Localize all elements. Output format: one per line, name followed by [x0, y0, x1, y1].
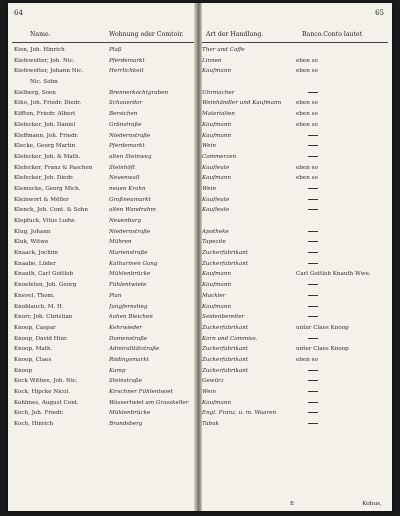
right-row	[200, 355, 392, 366]
entry-banco: eben so	[296, 175, 318, 182]
entry-trade: Weinhändler und Kaufmann	[202, 100, 282, 107]
entry-name: Knoop	[14, 367, 33, 374]
right-row	[200, 45, 392, 56]
left-rows	[8, 45, 196, 430]
entry-trade: Kaufmann	[202, 303, 232, 310]
left-row	[8, 366, 196, 377]
right-row	[200, 408, 392, 419]
entry-banco	[296, 141, 386, 152]
entry-name: Klopfuck, Vitus Ludw.	[14, 218, 76, 224]
ditto-dash	[308, 295, 318, 296]
entry-street: Plan	[109, 292, 122, 299]
left-page	[8, 3, 196, 511]
entry-street: Mühlenbrücke	[109, 410, 151, 417]
left-row	[8, 344, 196, 355]
left-row	[8, 419, 196, 430]
entry-name: Klug, Johann	[14, 228, 51, 235]
left-row	[8, 312, 196, 323]
entry-name: Kleffmann, Joh. Friedr.	[14, 132, 79, 139]
entry-name: Knoefelen, Joh. Georg	[14, 282, 77, 289]
entry-banco	[296, 152, 386, 163]
left-row	[8, 195, 196, 206]
right-row	[200, 291, 392, 302]
left-row	[8, 302, 196, 313]
entry-trade: Ther und Caffe	[202, 47, 245, 53]
entry-banco	[296, 248, 386, 259]
entry-name: Klefecker, Joh. Daniel	[14, 121, 76, 128]
entry-banco	[296, 419, 386, 430]
entry-trade: Zuckerfabrikant	[202, 260, 249, 267]
entry-street: Fühlentwiete	[109, 282, 147, 289]
entry-banco	[296, 280, 386, 291]
ditto-dash	[308, 263, 318, 264]
left-row	[8, 355, 196, 366]
book-spread	[8, 3, 392, 511]
right-row	[200, 312, 392, 323]
entry-banco: Carl Gottlob Knauth Wwe.	[296, 271, 371, 278]
entry-banco: eben so	[296, 57, 318, 64]
ditto-dash	[308, 209, 318, 210]
entry-street: Neuenburg	[109, 218, 142, 224]
left-row	[8, 152, 196, 163]
entry-name: Knorr, Joh. Christian	[14, 314, 73, 321]
entry-trade: Korn und Commiss.	[202, 335, 258, 342]
entry-trade: Zuckerfabrikant	[202, 356, 249, 363]
right-header-rule	[202, 42, 388, 43]
entry-banco	[296, 88, 386, 99]
entry-name: Klefecker, Joh. Diedr.	[14, 175, 74, 182]
right-rows	[200, 45, 392, 430]
left-header-rule	[12, 42, 194, 43]
entry-banco	[296, 334, 386, 345]
right-row	[200, 398, 392, 409]
entry-name: Knoop, David Hinr.	[14, 335, 68, 342]
right-row	[200, 366, 392, 377]
entry-street: Plaß	[109, 47, 122, 53]
entry-banco: unter Claes Knoop	[296, 324, 349, 331]
entry-banco	[296, 302, 386, 313]
entry-banco	[296, 237, 386, 248]
left-row	[8, 66, 196, 77]
entry-name: Kock, Hipcke Nicol.	[14, 389, 71, 395]
left-row	[8, 120, 196, 131]
ditto-dash	[308, 252, 318, 253]
entry-trade: Engl. Franz. u. m. Waaren	[202, 410, 277, 417]
entry-trade: Gewürz	[202, 378, 224, 385]
left-row	[8, 280, 196, 291]
ditto-dash	[308, 316, 318, 317]
right-row	[200, 376, 392, 387]
left-row	[8, 131, 196, 142]
entry-street: Niedernstraße	[109, 132, 151, 139]
entry-name: Nic. Sohn	[30, 79, 58, 86]
ditto-dash	[308, 338, 318, 339]
left-row	[8, 227, 196, 238]
right-row	[200, 56, 392, 67]
entry-street: Kirschner Fühlentwiet	[109, 389, 173, 395]
entry-street: neuen Krahn	[109, 185, 146, 192]
entry-street: Admiralitätstraße	[109, 346, 160, 353]
entry-banco	[296, 227, 386, 238]
right-row	[200, 216, 392, 227]
entry-trade: Wein	[202, 143, 216, 150]
ditto-dash	[308, 241, 318, 242]
ditto-dash	[308, 391, 318, 392]
entry-banco	[296, 312, 386, 323]
right-row	[200, 163, 392, 174]
entry-name: Knevel, Thom.	[14, 292, 55, 299]
entry-name: Kiffton, Friedr. Albert	[14, 111, 76, 118]
ditto-dash	[308, 306, 318, 307]
entry-name: Kleinwort & Möller	[14, 196, 69, 203]
entry-street: Kehrwieder	[109, 324, 143, 331]
right-row	[200, 205, 392, 216]
entry-trade: Kaufmann	[202, 132, 232, 139]
ditto-dash	[308, 370, 318, 371]
left-row	[8, 291, 196, 302]
entry-trade: Kaufmann	[202, 121, 232, 128]
entry-trade: Zuckerfabrikant	[202, 324, 249, 331]
entry-banco: eben so	[296, 121, 318, 128]
entry-banco: unter Claes Knoop	[296, 346, 349, 353]
entry-street: hohen Bleichen	[109, 314, 153, 321]
right-row	[200, 152, 392, 163]
entry-street: alten Wandrahm	[109, 207, 156, 214]
ditto-dash	[308, 284, 318, 285]
entry-street: alten Steinweg	[109, 153, 152, 160]
header-name: Name.	[30, 31, 51, 38]
right-page	[200, 3, 392, 511]
left-page-number: 64	[14, 9, 23, 17]
entry-name: Kiefewetter, Johann Nic.	[14, 68, 84, 75]
entry-street: Katharinen Gang	[109, 260, 158, 267]
entry-street: Jungfernstieg	[109, 303, 148, 310]
entry-street: Steinhöft	[109, 164, 136, 171]
right-row	[200, 334, 392, 345]
entry-name: Kiefewetter, Joh. Nic.	[14, 57, 75, 64]
entry-name: Kluk, Witwe	[14, 239, 49, 246]
left-row	[8, 163, 196, 174]
entry-street: Marienstraße	[109, 250, 148, 257]
right-row	[200, 302, 392, 313]
left-row	[8, 88, 196, 99]
left-row	[8, 398, 196, 409]
entry-banco: eben so	[296, 68, 318, 75]
left-row	[8, 141, 196, 152]
entry-name: Kien, Joh. Hinrich	[14, 47, 65, 53]
left-row	[8, 184, 196, 195]
right-row	[200, 131, 392, 142]
header-trade: Art der Handlung.	[206, 31, 264, 38]
entry-trade: Wein	[202, 185, 216, 192]
entry-banco	[296, 131, 386, 142]
left-row	[8, 323, 196, 334]
entry-banco	[296, 408, 386, 419]
right-row	[200, 259, 392, 270]
left-row	[8, 334, 196, 345]
ditto-dash	[308, 412, 318, 413]
left-row	[8, 269, 196, 280]
entry-street: Domenstraße	[109, 335, 148, 342]
entry-name: Kiho, Joh. Friedr. Diedr.	[14, 100, 82, 107]
entry-name: Klefecker, Joh. & Math.	[14, 153, 81, 160]
entry-trade: Wein	[202, 389, 216, 395]
entry-street: Grünstraße	[109, 121, 142, 128]
entry-street: Großneumarkt	[109, 196, 151, 203]
left-row	[8, 205, 196, 216]
entry-name: Klemecke, Georg Mich.	[14, 185, 81, 192]
right-row	[200, 173, 392, 184]
ditto-dash	[308, 135, 318, 136]
entry-banco	[296, 398, 386, 409]
entry-street: Bersichen	[109, 111, 138, 118]
entry-trade: Kaufleute	[202, 164, 230, 171]
entry-trade: Tabak	[202, 421, 219, 428]
entry-trade: Kaufmann	[202, 399, 232, 406]
entry-name: Klenck, Joh. Cont. & Sohn	[14, 207, 88, 214]
entry-trade: Seidenbereiter	[202, 314, 245, 321]
entry-trade: Kaufleute	[202, 207, 230, 214]
entry-trade: Kaufmann	[202, 175, 232, 182]
entry-street: Mühren	[109, 239, 132, 246]
entry-name: Kohlmes, August Cont.	[14, 399, 79, 406]
footer-catchword: Kobus,	[362, 501, 382, 507]
right-row	[200, 280, 392, 291]
right-row	[200, 109, 392, 120]
left-row	[8, 408, 196, 419]
ditto-dash	[308, 145, 318, 146]
footer-signature-mark: E	[290, 501, 295, 507]
entry-banco: eben so	[296, 356, 318, 363]
entry-name: Kielberg, Soen	[14, 89, 56, 96]
ditto-dash	[308, 231, 318, 232]
entry-trade: Mackler	[202, 292, 226, 299]
entry-name: Knauth, Carl Gottlob	[14, 271, 74, 278]
entry-street: Herrlichkeit	[109, 68, 144, 75]
left-row	[8, 56, 196, 67]
entry-banco: eben so	[296, 100, 318, 107]
right-row	[200, 88, 392, 99]
entry-banco: eben so	[296, 164, 318, 171]
left-row	[8, 248, 196, 259]
left-row	[8, 77, 196, 88]
entry-name: Knoop, Math.	[14, 346, 53, 353]
ditto-dash	[308, 380, 318, 381]
entry-name: Klefecker, Franz & Paschen	[14, 164, 93, 171]
entry-street: Schauerdor	[109, 100, 143, 107]
entry-name: Koch, Joh. Friedr.	[14, 410, 64, 417]
right-row	[200, 269, 392, 280]
ditto-dash	[308, 92, 318, 93]
right-row	[200, 323, 392, 334]
ditto-dash	[308, 156, 318, 157]
ditto-dash	[308, 423, 318, 424]
right-row	[200, 237, 392, 248]
header-banco: Banco.Conto lautet	[302, 31, 363, 38]
left-row	[8, 259, 196, 270]
entry-name: Knaabe, Lüder	[14, 260, 56, 267]
right-row	[200, 248, 392, 259]
left-row	[8, 237, 196, 248]
entry-banco	[296, 195, 386, 206]
right-row	[200, 120, 392, 131]
entry-street: Rödingsmarkt	[109, 356, 149, 363]
entry-name: Kock Wittwe, Joh. Nic.	[14, 378, 78, 385]
left-row	[8, 387, 196, 398]
entry-trade: Uhrmacher	[202, 89, 235, 96]
entry-street: Pferdemarkt	[109, 143, 145, 150]
entry-banco	[296, 259, 386, 270]
entry-street: Wassertwiet am Grasskeller	[109, 399, 189, 406]
entry-banco	[296, 291, 386, 302]
entry-trade: Zuckerfabrikant	[202, 346, 249, 353]
header-street: Wohnung oder Comtoir.	[109, 31, 184, 38]
entry-trade: Kaufleute	[202, 196, 230, 203]
right-page-number: 65	[375, 9, 384, 17]
left-row	[8, 216, 196, 227]
entry-street: Pferdemarkt	[109, 57, 145, 64]
right-row	[200, 141, 392, 152]
entry-trade: Commerzen	[202, 153, 237, 160]
entry-street: Neuenwall	[109, 175, 140, 182]
entry-name: Knoblauch, M. H.	[14, 303, 64, 310]
entry-trade: Tapezite	[202, 239, 226, 246]
right-row	[200, 387, 392, 398]
left-row	[8, 98, 196, 109]
entry-trade: Apotheke	[202, 228, 229, 235]
entry-banco	[296, 184, 386, 195]
entry-street: Brennerkochtgraben	[109, 89, 169, 96]
right-row	[200, 98, 392, 109]
entry-name: Klecke, Georg Martin	[14, 143, 76, 150]
right-row	[200, 419, 392, 430]
entry-street: Steinstraße	[109, 378, 142, 385]
entry-banco: eben so	[296, 111, 318, 118]
left-row	[8, 376, 196, 387]
left-row	[8, 173, 196, 184]
entry-trade: Linnen	[202, 57, 222, 64]
entry-trade: Materialien	[202, 111, 235, 118]
ditto-dash	[308, 199, 318, 200]
right-row	[200, 344, 392, 355]
entry-name: Knoop, Caspar	[14, 324, 56, 331]
entry-trade: Kaufmann	[202, 68, 232, 75]
right-row	[200, 66, 392, 77]
entry-name: Koch, Hinrich	[14, 421, 54, 428]
ditto-dash	[308, 402, 318, 403]
entry-banco	[296, 205, 386, 216]
entry-street: Mühlenbrücke	[109, 271, 151, 278]
entry-street: Brandsberg	[109, 421, 143, 428]
entry-trade: Kaufmann	[202, 271, 232, 278]
right-row	[200, 195, 392, 206]
entry-street: Kamp	[109, 367, 126, 374]
right-row	[200, 227, 392, 238]
entry-banco	[296, 376, 386, 387]
entry-trade: Kaufmann	[202, 282, 232, 289]
entry-trade: Zuckerfabrikant	[202, 250, 249, 257]
left-row	[8, 109, 196, 120]
entry-trade: Zuckerfabrikant	[202, 367, 249, 374]
right-row	[200, 184, 392, 195]
ditto-dash	[308, 188, 318, 189]
right-row	[200, 77, 392, 88]
entry-name: Knaack, Jochim	[14, 250, 58, 257]
entry-banco	[296, 366, 386, 377]
entry-banco	[296, 387, 386, 398]
left-row	[8, 45, 196, 56]
entry-name: Knoop, Claes	[14, 356, 52, 363]
entry-street: Niedernstraße	[109, 228, 151, 235]
